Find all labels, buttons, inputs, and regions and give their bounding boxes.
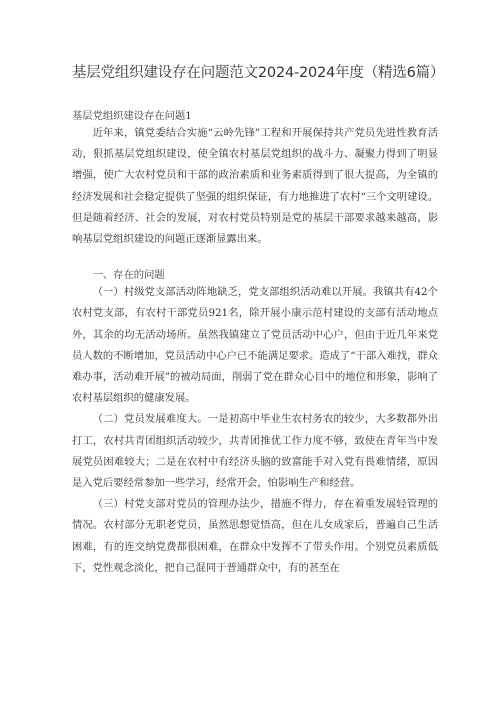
paragraph-problem-2: （二）党员发展难度大。一是初高中毕业生农村务农的较少，大多数都外出打工，农村共青团组织活动较少，共青团推优工作力度不够，致使在青年当中发展党员困难较大；二是在农村中有经济头脑的致富能手对入党有畏难情绪，原因是入党后要经常参加一些学习，经常开会，怕影响生产和经营。 bbox=[72, 413, 438, 490]
section-subheading: 基层党组织建设存在问题1 bbox=[72, 110, 192, 122]
paragraph-problem-3: （三）村党支部对党员的管理办法少，措施不得力，存在着重发展轻管理的情况。农村部分无职老党员，虽然思想觉悟高，但在儿女成家后，普遍自己生活困难，有的连交纳党费都很困难，在群众中发挥不了带头作用。个别党员素质低下，党性观念淡化，把自己混同于普通群众中，有的甚至在 bbox=[72, 498, 438, 574]
section-heading-problems: 一、存在的问题 bbox=[92, 269, 165, 282]
paragraph-problem-1: （一）村级党支部活动阵地缺乏，党支部组织活动难以开展。我镇共有42个农村党支部，有农村干部党员921名，除开展小康示范村建设的支部有活动地点外，其余的均无活动场所。虽然我镇建立了党员活动中心户，但由于近几年来党员人数的不断增加，党员活动中心户已不能满足要求。造成了“干部入难找，群众难办事，活动难开展”的被动局面，削弱了党在群众心目中的地位和形象，影响了农村基层组织的健康发展。 bbox=[72, 286, 438, 405]
paragraph-intro: 近年来，镇党委结合实施“云岭先锋”工程和开展保持共产党员先进性教育活动，狠抓基层党组织建设，使全镇农村基层党组织的战斗力、凝聚力得到了明显增强，使广大农村党员和干部的政治素质和业务素质得到了很大提高，为全镇的经济发展和社会稳定提供了坚强的组织保证，有力地推进了农村“三个文明建设。但是随着经济、社会的发展，对农村党员特别是党的基层干部要求越来越高，影响基层党组织建设的问题正逐渐显露出来。 bbox=[72, 127, 438, 246]
document-title: 基层党组织建设存在问题范文2024-2024年度（精选6篇） bbox=[72, 65, 445, 81]
